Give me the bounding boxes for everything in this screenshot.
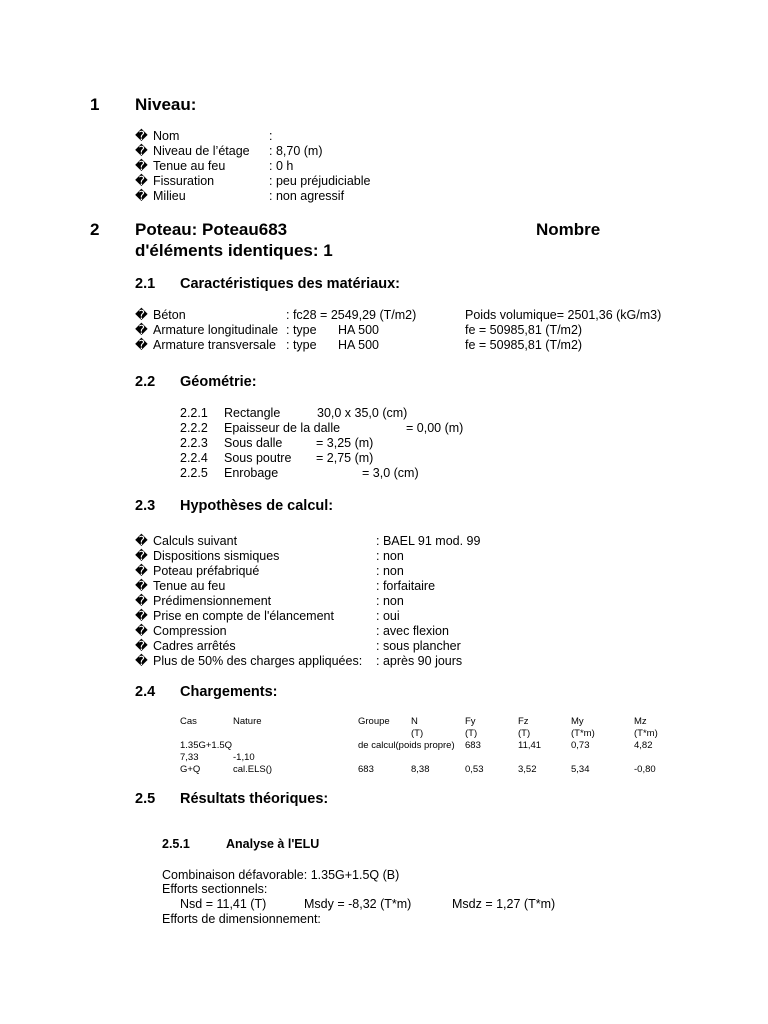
section-2-4-number: 2.4	[135, 684, 156, 700]
geometry-num: 2.2.5	[180, 466, 208, 480]
geometry-label: Sous dalle	[224, 436, 283, 450]
hypothesis-value: : avec flexion	[376, 624, 449, 638]
hypothesis-value: : non	[376, 594, 404, 608]
section-2-5-1-number: 2.5.1	[162, 837, 190, 851]
section-2-2-number: 2.2	[135, 374, 156, 390]
section-2-title-line2: d'éléments identiques: 1	[135, 241, 333, 260]
section-2-number: 2	[90, 220, 100, 239]
table-cell: G+Q	[180, 764, 201, 775]
table-header: Nature	[233, 716, 262, 727]
section-2-title-right: Nombre	[536, 220, 601, 239]
section-2-1-number: 2.1	[135, 276, 156, 292]
table-header: My	[571, 716, 584, 727]
list-item: � Cadres arrêtés	[135, 639, 236, 653]
section-2-5-title: Résultats théoriques:	[180, 791, 329, 807]
table-header: Groupe	[358, 716, 390, 727]
table-cell: de calcul(poids propre)	[358, 740, 455, 751]
geometry-num: 2.2.2	[180, 421, 208, 435]
bullet-icon: �	[135, 159, 148, 173]
hypothesis-value: : sous plancher	[376, 639, 461, 653]
bullet-icon: �	[135, 189, 148, 203]
table-cell: 0,53	[465, 764, 484, 775]
list-item: � Dispositions sismiques	[135, 549, 280, 563]
table-unit: (T*m)	[571, 728, 595, 739]
table-cell: cal.ELS()	[233, 764, 273, 775]
section-2-4-title: Chargements:	[180, 684, 278, 700]
section-2-5-number: 2.5	[135, 791, 156, 807]
bullet-icon: �	[135, 624, 148, 638]
table-unit: (T)	[518, 728, 531, 739]
geometry-num: 2.2.4	[180, 451, 208, 465]
geometry-label: Enrobage	[224, 466, 279, 480]
material-extra: fe = 50985,81 (T/m2)	[465, 338, 583, 352]
list-item: � Calculs suivant	[135, 534, 238, 548]
table-header: N	[411, 716, 418, 727]
list-item: � Prise en compte de l'élancement	[135, 609, 334, 623]
list-item: � Fissuration	[135, 174, 215, 188]
geometry-value: = 2,75 (m)	[316, 451, 374, 465]
bullet-icon: �	[135, 338, 148, 352]
msdy-value: Msdy = -8,32 (T*m)	[304, 897, 412, 911]
section-2-3-number: 2.3	[135, 498, 156, 514]
bullet-icon: �	[135, 564, 148, 578]
table-unit: (T)	[465, 728, 478, 739]
nsd-value: Nsd = 11,41 (T)	[180, 897, 267, 911]
geometry-label: Rectangle	[224, 406, 281, 420]
list-item: � Prédimensionnement	[135, 594, 272, 608]
geometry-label: Epaisseur de la dalle	[224, 421, 341, 435]
table-header: Fz	[518, 716, 529, 727]
list-item: � Milieu	[135, 189, 186, 203]
bullet-icon: �	[135, 609, 148, 623]
material-value: : type	[286, 338, 317, 352]
table-cell: 0,73	[571, 740, 590, 751]
table-cell: 7,33	[180, 752, 199, 763]
hypothesis-value: : oui	[376, 609, 400, 623]
bullet-icon: �	[135, 579, 148, 593]
section-2-2-title: Géométrie:	[180, 374, 257, 390]
material-extra: fe = 50985,81 (T/m2)	[465, 323, 583, 337]
list-item: � Compression	[135, 624, 227, 638]
geometry-value: = 0,00 (m)	[406, 421, 464, 435]
section-2-1-title: Caractéristiques des matériaux:	[180, 276, 401, 292]
bullet-icon: �	[135, 549, 148, 563]
table-header: Cas	[180, 716, 197, 727]
table-unit: (T)	[411, 728, 424, 739]
material-extra: Poids volumique= 2501,36 (kG/m3)	[465, 308, 662, 322]
geometry-num: 2.2.3	[180, 436, 208, 450]
list-item: � Armature transversale	[135, 338, 276, 352]
list-value: :	[269, 129, 273, 143]
hypothesis-value: : après 90 jours	[376, 654, 463, 668]
material-type: HA 500	[338, 323, 380, 337]
table-cell: 8,38	[411, 764, 430, 775]
list-value: : peu préjudiciable	[269, 174, 371, 188]
geometry-value: = 3,0 (cm)	[362, 466, 419, 480]
efforts-label: Efforts sectionnels:	[162, 882, 268, 896]
bullet-icon: �	[135, 308, 148, 322]
section-2-title: Poteau: Poteau683	[135, 220, 288, 239]
section-1-title: Niveau:	[135, 95, 197, 114]
table-unit: (T*m)	[634, 728, 658, 739]
table-cell: 1.35G+1.5Q	[180, 740, 233, 751]
bullet-icon: �	[135, 639, 148, 653]
hypothesis-value: : BAEL 91 mod. 99	[376, 534, 481, 548]
table-cell: 683	[358, 764, 374, 775]
list-item: � Tenue au feu	[135, 159, 226, 173]
table-cell: 5,34	[571, 764, 590, 775]
table-cell: -1,10	[233, 752, 255, 763]
list-item: � Plus de 50% des charges appliquées:	[135, 654, 363, 668]
table-header: Mz	[634, 716, 647, 727]
section-2-3-title: Hypothèses de calcul:	[180, 498, 334, 514]
table-cell: 4,82	[634, 740, 653, 751]
list-item: � Tenue au feu	[135, 579, 226, 593]
bullet-icon: �	[135, 323, 148, 337]
bullet-icon: �	[135, 654, 148, 668]
geometry-num: 2.2.1	[180, 406, 208, 420]
bullet-icon: �	[135, 144, 148, 158]
hypothesis-value: : non	[376, 549, 404, 563]
bullet-icon: �	[135, 129, 148, 143]
material-value: : fc28 = 2549,29 (T/m2)	[286, 308, 417, 322]
list-item: � Poteau préfabriqué	[135, 564, 260, 578]
table-cell: -0,80	[634, 764, 656, 775]
list-item: � Niveau de l’étage	[135, 144, 250, 158]
table-cell: 3,52	[518, 764, 537, 775]
hypothesis-value: : forfaitaire	[376, 579, 436, 593]
geometry-value: 30,0 x 35,0 (cm)	[317, 406, 408, 420]
list-item: � Nom	[135, 129, 180, 143]
hypothesis-value: : non	[376, 564, 404, 578]
table-cell: 11,41	[518, 740, 542, 751]
geometry-value: = 3,25 (m)	[316, 436, 374, 450]
material-value: : type	[286, 323, 317, 337]
bullet-icon: �	[135, 174, 148, 188]
section-1-number: 1	[90, 95, 100, 114]
list-value: : 8,70 (m)	[269, 144, 323, 158]
combination-line: Combinaison défavorable: 1.35G+1.5Q (B)	[162, 868, 400, 882]
msdz-value: Msdz = 1,27 (T*m)	[452, 897, 556, 911]
table-header: Fy	[465, 716, 476, 727]
geometry-label: Sous poutre	[224, 451, 292, 465]
list-value: : non agressif	[269, 189, 345, 203]
list-item: � Armature longitudinale	[135, 323, 279, 337]
dimensioning-label: Efforts de dimensionnement:	[162, 912, 321, 926]
bullet-icon: �	[135, 534, 148, 548]
bullet-icon: �	[135, 594, 148, 608]
list-value: : 0 h	[269, 159, 294, 173]
material-type: HA 500	[338, 338, 380, 352]
list-item: � Béton	[135, 308, 186, 322]
table-cell: 683	[465, 740, 481, 751]
section-2-5-1-title: Analyse à l'ELU	[226, 837, 320, 851]
